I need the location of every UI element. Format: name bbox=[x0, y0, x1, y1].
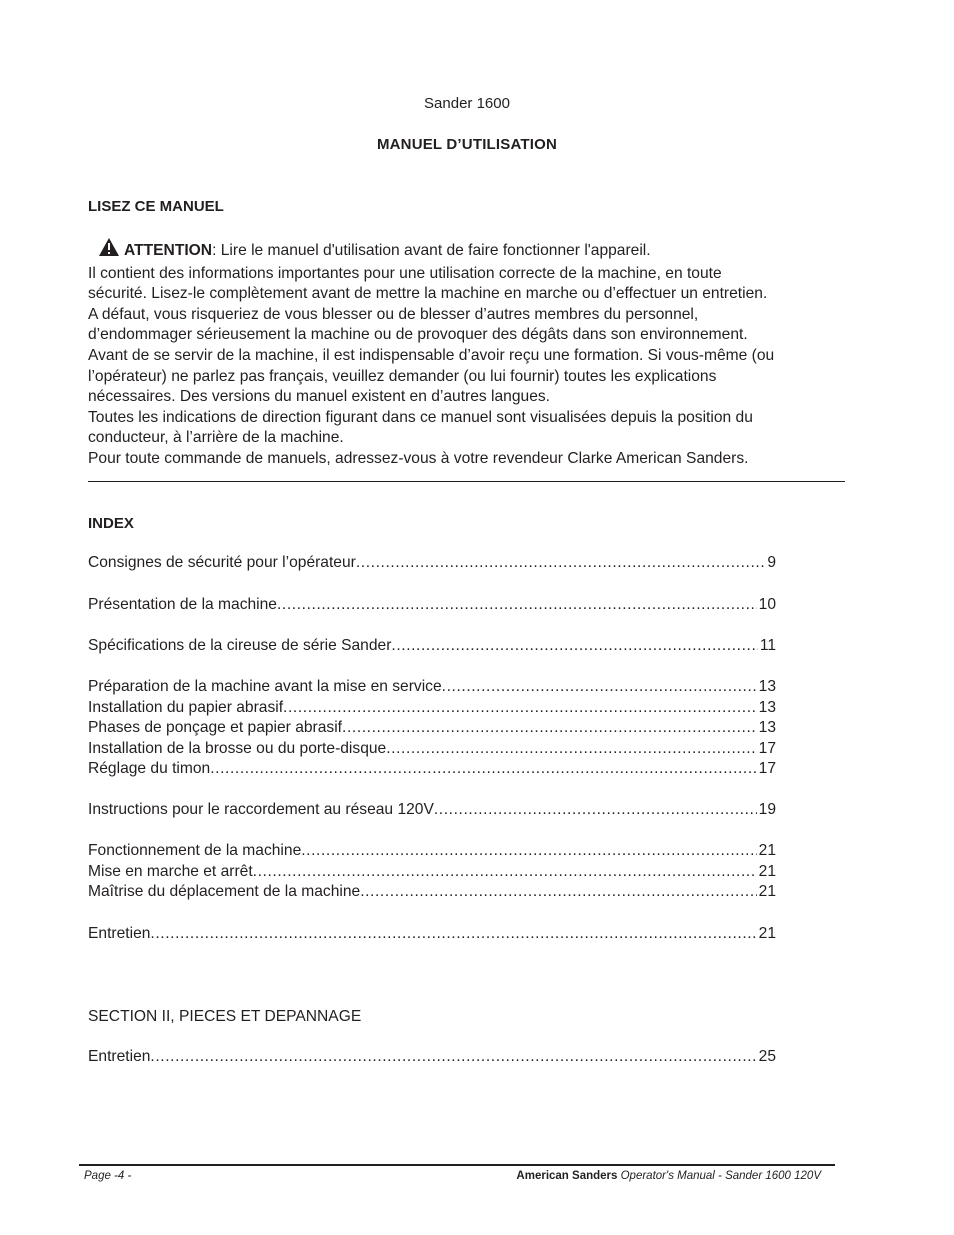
toc-entry-page: 11 bbox=[759, 637, 776, 654]
toc-entry-label: Mise en marche et arrêt bbox=[88, 862, 253, 880]
section-2-heading: SECTION II, PIECES ET DEPANNAGE bbox=[88, 1008, 362, 1025]
attention-text: : Lire le manuel d'utilisation avant de faire fonctionner l'appareil. bbox=[212, 242, 651, 259]
toc-group bbox=[88, 596, 776, 617]
toc-entry[interactable] bbox=[88, 1048, 776, 1069]
toc-group bbox=[88, 678, 776, 781]
toc-leader bbox=[391, 637, 757, 655]
section-divider bbox=[88, 481, 845, 482]
toc-leader bbox=[277, 596, 757, 614]
toc-leader bbox=[210, 760, 756, 778]
toc-entry-label: Consignes de sécurité pour l’opérateur bbox=[88, 554, 356, 571]
intro-line: nécessaires. Des versions du manuel existent en d’autres langues. bbox=[88, 388, 551, 406]
footer-manual-title: Operator's Manual - Sander 1600 120V bbox=[617, 1170, 821, 1182]
document-model: Sander 1600 bbox=[424, 95, 510, 112]
toc-group bbox=[88, 554, 776, 575]
toc-entry[interactable] bbox=[88, 863, 776, 884]
toc-entry-label: Réglage du timon bbox=[88, 760, 211, 778]
toc-entry[interactable] bbox=[88, 678, 776, 699]
toc-entry-label: Spécifications de la cireuse de série Sander bbox=[88, 637, 392, 654]
toc-entry-label: Maîtrise du déplacement de la machine bbox=[88, 883, 361, 901]
toc-entry-page: 21 bbox=[758, 862, 776, 880]
toc-entry-page: 19 bbox=[758, 801, 776, 818]
intro-line: A défaut, vous risqueriez de vous blesser ou de blesser d’autres membres du personnel, bbox=[88, 305, 699, 323]
toc-leader bbox=[301, 842, 756, 860]
toc-entry-page: 9 bbox=[767, 554, 776, 571]
toc-entry[interactable] bbox=[88, 883, 776, 904]
toc-entry-label: Installation de la brosse ou du porte-disque bbox=[88, 739, 387, 757]
toc-leader bbox=[386, 740, 756, 758]
toc-leader bbox=[150, 925, 756, 943]
footer-rule bbox=[79, 1164, 835, 1166]
toc-entry-label: Présentation de la machine bbox=[88, 596, 277, 613]
toc-entry[interactable] bbox=[88, 925, 776, 946]
toc-entry-page: 10 bbox=[758, 596, 776, 613]
toc-entry-label: Instructions pour le raccordement au réseau 120V bbox=[88, 801, 434, 818]
toc-group bbox=[88, 801, 776, 822]
toc-leader bbox=[356, 554, 765, 572]
intro-line: conducteur, à l’arrière de la machine. bbox=[88, 429, 344, 447]
toc-entry[interactable] bbox=[88, 801, 776, 822]
toc-entry[interactable] bbox=[88, 740, 776, 761]
toc-entry-label: Entretien bbox=[88, 925, 151, 942]
toc-entry-label: Préparation de la machine avant la mise en service bbox=[88, 678, 442, 695]
attention-label: ATTENTION bbox=[124, 242, 213, 259]
intro-line: Pour toute commande de manuels, adressez-vous à votre revendeur Clarke American Sanders. bbox=[88, 449, 749, 467]
toc-entry[interactable] bbox=[88, 596, 776, 617]
toc-leader bbox=[342, 719, 757, 737]
toc-entry-page: 25 bbox=[758, 1048, 776, 1065]
intro-line: sécurité. Lisez-le complètement avant de mettre la machine en marche ou d’effectuer un entretien. bbox=[88, 285, 768, 303]
intro-line: Avant de se servir de la machine, il est indispensable d’avoir reçu une formation. Si vous-même (ou bbox=[88, 346, 775, 364]
warning-triangle-icon bbox=[98, 237, 120, 264]
toc-entry[interactable] bbox=[88, 699, 776, 720]
toc-entry-page: 13 bbox=[758, 698, 776, 716]
read-manual-heading: LISEZ CE MANUEL bbox=[88, 198, 224, 215]
intro-body bbox=[88, 237, 858, 470]
footer-page-number: Page -4 - bbox=[84, 1170, 132, 1182]
footer-brand: American Sanders bbox=[516, 1170, 618, 1182]
toc-leader bbox=[150, 1048, 756, 1066]
toc-entry-page: 21 bbox=[758, 883, 776, 901]
toc-entry-page: 17 bbox=[758, 739, 776, 757]
toc-group bbox=[88, 637, 776, 658]
toc-entry[interactable] bbox=[88, 719, 776, 740]
toc-entry[interactable] bbox=[88, 760, 776, 781]
toc-entry-label: Phases de ponçage et papier abrasif bbox=[88, 719, 343, 737]
attention-line bbox=[88, 237, 858, 264]
toc-leader bbox=[434, 801, 757, 819]
toc-entry-page: 13 bbox=[758, 719, 776, 737]
toc-entry[interactable] bbox=[88, 554, 776, 575]
toc-group bbox=[88, 925, 776, 946]
toc-leader bbox=[253, 863, 757, 881]
toc-group bbox=[88, 842, 776, 904]
intro-line: Il contient des informations importantes pour une utilisation correcte de la machine, en toute bbox=[88, 264, 722, 282]
toc-entry-label: Installation du papier abrasif bbox=[88, 698, 284, 716]
toc-leader bbox=[442, 678, 757, 696]
toc-entry-page: 21 bbox=[758, 842, 776, 859]
footer-manual-info bbox=[516, 1170, 821, 1182]
intro-line: d’endommager sérieusement la machine ou de provoquer des dégâts dans son environnement. bbox=[88, 326, 748, 344]
toc-leader bbox=[283, 699, 757, 717]
toc-entry[interactable] bbox=[88, 637, 776, 658]
toc-entry-page: 17 bbox=[758, 760, 776, 778]
toc-entry-label: Fonctionnement de la machine bbox=[88, 842, 302, 859]
toc-entry-page: 21 bbox=[758, 925, 776, 942]
toc-entry-page: 13 bbox=[758, 678, 776, 695]
index-heading: INDEX bbox=[88, 515, 134, 532]
intro-line: l’opérateur) ne parlez pas français, veuillez demander (ou lui fournir) toutes les explications bbox=[88, 367, 717, 385]
toc-entry-label: Entretien bbox=[88, 1048, 151, 1065]
intro-line: Toutes les indications de direction figurant dans ce manuel sont visualisées depuis la position du bbox=[88, 408, 753, 426]
toc-entry[interactable] bbox=[88, 842, 776, 863]
toc-group bbox=[88, 1048, 776, 1069]
toc-leader bbox=[360, 883, 756, 901]
document-title: MANUEL D’UTILISATION bbox=[376, 136, 558, 153]
